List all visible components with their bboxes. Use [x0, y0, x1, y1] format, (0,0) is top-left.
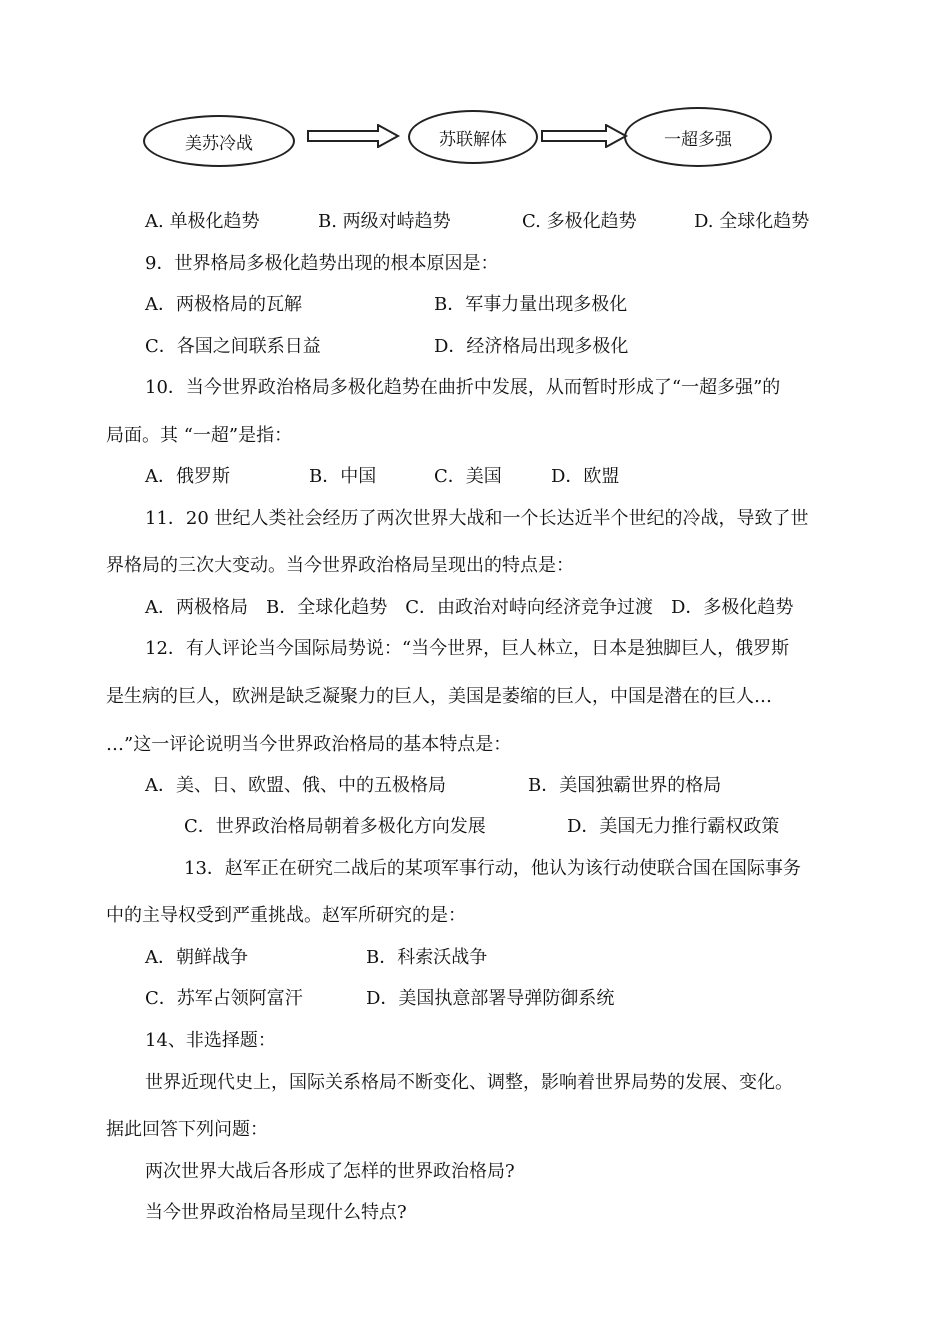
q9-stem: 9．世界格局多极化趋势出现的根本原因是：: [145, 253, 499, 274]
diagram-node-cold-war: [143, 115, 295, 167]
q10-option-a: A．俄罗斯: [145, 466, 230, 487]
q9-option-d: D．经济格局出现多极化: [434, 336, 629, 357]
q10-option-c: C．美国: [434, 466, 502, 487]
q8-option-c: C. 多极化趋势: [522, 211, 637, 232]
arrow-right-icon: [306, 124, 401, 148]
node-label: 一超多强: [664, 129, 732, 150]
q13-stem-line1: 13．赵军正在研究二战后的某项军事行动，他认为该行动使联合国在国际事务: [184, 858, 801, 879]
q13-option-c: C．苏军占领阿富汗: [145, 988, 303, 1009]
q10-option-b: B．中国: [309, 466, 377, 487]
q11-stem-line2: 界格局的三次大变动。当今世界政治格局呈现出的特点是：: [106, 555, 574, 576]
q9-option-a: A．两极格局的瓦解: [145, 294, 302, 315]
q10-stem-line2: 局面。其 “一超”是指：: [106, 425, 293, 446]
q14-para-line2: 据此回答下列问题：: [106, 1119, 268, 1140]
q13-option-b: B．科索沃战争: [366, 947, 488, 968]
q12-stem-line3: …”这一评论说明当今世界政治格局的基本特点是：: [106, 734, 512, 755]
q12-option-d: D．美国无力推行霸权政策: [567, 816, 780, 837]
q8-option-a: A. 单极化趋势: [145, 211, 260, 232]
q14-title: 14、非选择题：: [145, 1030, 276, 1051]
q8-option-b: B. 两级对峙趋势: [318, 211, 451, 232]
node-label: 美苏冷战: [185, 133, 253, 154]
q13-option-a: A．朝鲜战争: [145, 947, 248, 968]
diagram-node-ussr-collapse: [408, 110, 538, 164]
q10-stem-line1: 10．当今世界政治格局多极化趋势在曲折中发展，从而暂时形成了“一超多强”的: [145, 377, 781, 398]
q12-option-c: C．世界政治格局朝着多极化方向发展: [184, 816, 486, 837]
arrow-right-icon: [540, 124, 630, 148]
diagram-node-one-superpower: [624, 107, 772, 167]
q11-options: A．两极格局 B．全球化趋势 C．由政治对峙向经济竞争过渡 D．多极化趋势: [145, 597, 794, 618]
q12-stem-line1: 12．有人评论当今国际局势说：“当今世界，巨人林立，日本是独脚巨人，俄罗斯: [145, 638, 790, 659]
q14-question-1: 两次世界大战后各形成了怎样的世界政治格局?: [145, 1161, 515, 1182]
q13-stem-line2: 中的主导权受到严重挑战。赵军所研究的是：: [106, 905, 466, 926]
q12-option-a: A．美、日、欧盟、俄、中的五极格局: [145, 775, 446, 796]
node-label: 苏联解体: [439, 129, 507, 150]
q9-option-b: B．军事力量出现多极化: [434, 294, 628, 315]
q12-option-b: B．美国独霸世界的格局: [528, 775, 722, 796]
q13-option-d: D．美国执意部署导弹防御系统: [366, 988, 615, 1009]
q11-stem-line1: 11．20 世纪人类社会经历了两次世界大战和一个长达近半个世纪的冷战，导致了世: [145, 508, 809, 529]
q12-stem-line2: 是生病的巨人，欧洲是缺乏凝聚力的巨人，美国是萎缩的巨人，中国是潜在的巨人…: [106, 686, 772, 707]
q8-option-d: D. 全球化趋势: [694, 211, 810, 232]
q14-para-line1: 世界近现代史上，国际关系格局不断变化、调整，影响着世界局势的发展、变化。: [145, 1072, 793, 1093]
q14-question-2: 当今世界政治格局呈现什么特点?: [145, 1202, 407, 1223]
q10-option-d: D．欧盟: [551, 466, 620, 487]
q9-option-c: C．各国之间联系日益: [145, 336, 321, 357]
